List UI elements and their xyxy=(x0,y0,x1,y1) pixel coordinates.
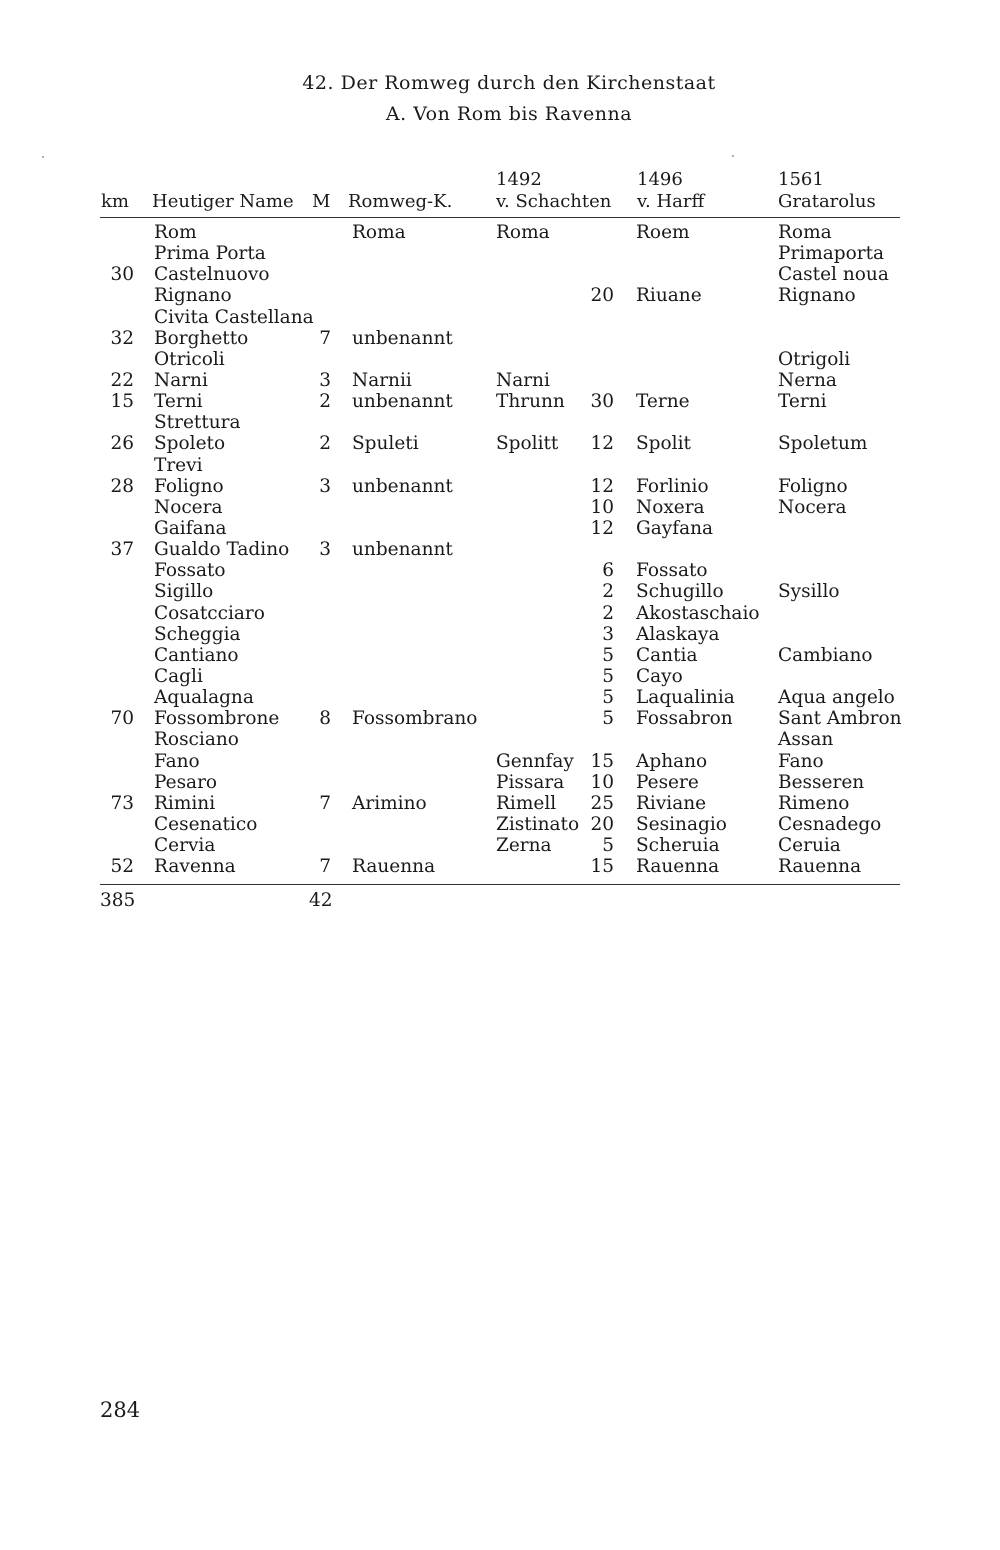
row-place-name: Otricoli xyxy=(154,348,225,370)
row-place-name: Rimini xyxy=(154,792,216,814)
itinerary-table xyxy=(0,222,1000,877)
row-place-name: Rosciano xyxy=(154,729,239,751)
row-harff-number: 2 xyxy=(602,602,614,624)
row-place-name: Ravenna xyxy=(154,856,236,878)
row-harff-number: 30 xyxy=(590,391,614,413)
row-harff: Terne xyxy=(636,391,690,413)
row-place-name: Castelnuovo xyxy=(154,264,270,286)
row-harff-number: 12 xyxy=(590,517,614,539)
row-harff-number: 10 xyxy=(590,496,614,518)
row-km: 28 xyxy=(110,475,134,497)
row-place-name: Gualdo Tadino xyxy=(154,539,290,561)
row-place-name: Prima Porta xyxy=(154,243,266,265)
col-header-gratarolus-year: 1561 xyxy=(778,169,824,190)
row-harff: Aphano xyxy=(636,750,708,772)
row-place-name: Spoleto xyxy=(154,433,226,455)
row-km: 70 xyxy=(110,708,134,730)
row-harff-number: 5 xyxy=(602,835,614,857)
col-header-gratarolus: Gratarolus xyxy=(778,191,876,212)
row-km: 52 xyxy=(110,856,134,878)
table-row xyxy=(0,687,1000,708)
row-schachten: Pissara xyxy=(496,771,565,793)
table-row xyxy=(0,581,1000,602)
row-romweg: Rauenna xyxy=(352,856,436,878)
row-gratarolus: Rignano xyxy=(778,285,856,307)
row-harff: Forlinio xyxy=(636,475,709,497)
row-harff: Akostaschaio xyxy=(636,602,760,624)
row-place-name: Scheggia xyxy=(154,623,241,645)
table-row xyxy=(0,476,1000,497)
table-row xyxy=(0,222,1000,243)
row-gratarolus: Castel noua xyxy=(778,264,889,286)
col-header-km: km xyxy=(101,191,129,212)
row-place-name: Terni xyxy=(154,391,203,413)
row-m: 3 xyxy=(319,475,331,497)
row-place-name: Gaifana xyxy=(154,517,227,539)
paper-speck xyxy=(732,155,734,157)
row-gratarolus: Fano xyxy=(778,750,824,772)
row-harff: Spolit xyxy=(636,433,691,455)
row-schachten: Spolitt xyxy=(496,433,559,455)
row-place-name: Civita Castellana xyxy=(154,306,314,328)
table-row xyxy=(0,603,1000,624)
row-schachten: Roma xyxy=(496,222,550,243)
row-romweg: unbenannt xyxy=(352,475,453,497)
total-m: 42 xyxy=(309,890,333,911)
row-place-name: Borghetto xyxy=(154,327,249,349)
row-harff-number: 5 xyxy=(602,665,614,687)
table-row xyxy=(0,433,1000,454)
table-row xyxy=(0,814,1000,835)
row-romweg: unbenannt xyxy=(352,539,453,561)
col-header-romweg: Romweg-K. xyxy=(348,191,453,212)
total-rule xyxy=(100,884,900,885)
row-harff: Cantia xyxy=(636,644,698,666)
row-place-name: Sigillo xyxy=(154,581,214,603)
row-gratarolus: Rauenna xyxy=(778,856,862,878)
row-gratarolus: Sant Ambron xyxy=(778,708,902,730)
row-harff-number: 25 xyxy=(590,792,614,814)
row-romweg: unbenannt xyxy=(352,391,453,413)
row-place-name: Fossombrone xyxy=(154,708,280,730)
row-harff: Noxera xyxy=(636,496,705,518)
row-harff-number: 15 xyxy=(590,750,614,772)
table-row xyxy=(0,370,1000,391)
row-gratarolus: Foligno xyxy=(778,475,848,497)
col-header-schachten: v. Schachten xyxy=(496,191,612,212)
row-schachten: Rimell xyxy=(496,792,557,814)
row-schachten: Narni xyxy=(496,369,550,391)
row-place-name: Aqualagna xyxy=(154,687,254,709)
row-km: 15 xyxy=(110,391,134,413)
row-harff: Pesere xyxy=(636,771,699,793)
row-schachten: Thrunn xyxy=(496,391,565,413)
row-romweg: Fossombrano xyxy=(352,708,478,730)
row-place-name: Rom xyxy=(154,222,197,243)
row-place-name: Trevi xyxy=(154,454,203,476)
table-row xyxy=(0,772,1000,793)
row-harff-number: 5 xyxy=(602,708,614,730)
row-harff: Riviane xyxy=(636,792,707,814)
row-gratarolus: Sysillo xyxy=(778,581,840,603)
table-row xyxy=(0,856,1000,877)
row-m: 7 xyxy=(319,792,331,814)
table-row xyxy=(0,455,1000,476)
row-gratarolus: Otrigoli xyxy=(778,348,851,370)
row-place-name: Rignano xyxy=(154,285,232,307)
row-m: 2 xyxy=(319,391,331,413)
row-m: 3 xyxy=(319,369,331,391)
table-row xyxy=(0,793,1000,814)
row-harff-number: 5 xyxy=(602,644,614,666)
table-row xyxy=(0,497,1000,518)
row-harff-number: 20 xyxy=(590,813,614,835)
header-rule xyxy=(100,217,900,218)
row-place-name: Fossato xyxy=(154,560,226,582)
row-gratarolus: Cesnadego xyxy=(778,813,882,835)
row-harff-number: 3 xyxy=(602,623,614,645)
row-harff: Fossato xyxy=(636,560,708,582)
table-row xyxy=(0,645,1000,666)
row-harff: Schugillo xyxy=(636,581,724,603)
row-km: 22 xyxy=(110,369,134,391)
row-romweg: Spuleti xyxy=(352,433,419,455)
section-subtitle: A. Von Rom bis Ravenna xyxy=(385,103,633,125)
row-harff: Alaskaya xyxy=(636,623,720,645)
row-place-name: Nocera xyxy=(154,496,223,518)
table-row xyxy=(0,751,1000,772)
row-harff-number: 5 xyxy=(602,687,614,709)
row-place-name: Cagli xyxy=(154,665,203,687)
row-harff: Scheruia xyxy=(636,835,720,857)
row-harff-number: 12 xyxy=(590,433,614,455)
table-row xyxy=(0,264,1000,285)
row-harff: Rauenna xyxy=(636,856,720,878)
row-harff-number: 12 xyxy=(590,475,614,497)
row-harff-number: 2 xyxy=(602,581,614,603)
row-gratarolus: Assan xyxy=(778,729,834,751)
table-row xyxy=(0,328,1000,349)
row-place-name: Cosatcciaro xyxy=(154,602,265,624)
table-row xyxy=(0,349,1000,370)
row-gratarolus: Aqua angelo xyxy=(778,687,895,709)
row-schachten: Zistinato xyxy=(496,813,580,835)
row-place-name: Cantiano xyxy=(154,644,239,666)
row-schachten: Zerna xyxy=(496,835,552,857)
table-row xyxy=(0,560,1000,581)
row-harff: Roem xyxy=(636,222,690,243)
row-harff: Sesinagio xyxy=(636,813,727,835)
row-gratarolus: Nerna xyxy=(778,369,837,391)
table-row xyxy=(0,412,1000,433)
total-km: 385 xyxy=(100,890,136,911)
row-place-name: Strettura xyxy=(154,412,241,434)
row-place-name: Pesaro xyxy=(154,771,218,793)
row-km: 37 xyxy=(110,539,134,561)
row-place-name: Fano xyxy=(154,750,200,772)
row-harff: Fossabron xyxy=(636,708,733,730)
row-gratarolus: Roma xyxy=(778,222,832,243)
row-gratarolus: Besseren xyxy=(778,771,865,793)
table-row xyxy=(0,391,1000,412)
page-number: 284 xyxy=(100,1398,141,1422)
paper-speck xyxy=(42,156,44,158)
table-row xyxy=(0,624,1000,645)
row-m: 7 xyxy=(319,856,331,878)
row-gratarolus: Cambiano xyxy=(778,644,873,666)
col-header-harff: v. Harff xyxy=(637,191,705,212)
row-m: 3 xyxy=(319,539,331,561)
row-gratarolus: Ceruia xyxy=(778,835,841,857)
row-harff-number: 10 xyxy=(590,771,614,793)
col-header-schachten-year: 1492 xyxy=(496,169,542,190)
col-header-m: M xyxy=(312,191,331,212)
table-row xyxy=(0,285,1000,306)
row-m: 2 xyxy=(319,433,331,455)
row-romweg: Roma xyxy=(352,222,406,243)
row-m: 7 xyxy=(319,327,331,349)
row-harff: Cayo xyxy=(636,665,683,687)
row-place-name: Cesenatico xyxy=(154,813,258,835)
table-row xyxy=(0,518,1000,539)
row-harff-number: 20 xyxy=(590,285,614,307)
table-row xyxy=(0,729,1000,750)
row-romweg: unbenannt xyxy=(352,327,453,349)
table-row xyxy=(0,307,1000,328)
col-header-name: Heutiger Name xyxy=(152,191,294,212)
row-m: 8 xyxy=(319,708,331,730)
row-harff: Laqualinia xyxy=(636,687,735,709)
row-romweg: Arimino xyxy=(352,792,427,814)
row-schachten: Gennfay xyxy=(496,750,574,772)
row-romweg: Narnii xyxy=(352,369,412,391)
row-km: 26 xyxy=(110,433,134,455)
row-harff-number: 15 xyxy=(590,856,614,878)
row-gratarolus: Nocera xyxy=(778,496,847,518)
row-harff: Riuane xyxy=(636,285,702,307)
row-gratarolus: Spoletum xyxy=(778,433,868,455)
row-gratarolus: Primaporta xyxy=(778,243,885,265)
row-harff: Gayfana xyxy=(636,517,714,539)
row-harff-number: 6 xyxy=(602,560,614,582)
row-place-name: Cervia xyxy=(154,835,216,857)
table-row xyxy=(0,243,1000,264)
row-place-name: Narni xyxy=(154,369,208,391)
chapter-title: 42. Der Romweg durch den Kirchenstaat xyxy=(302,72,716,94)
row-gratarolus: Terni xyxy=(778,391,827,413)
col-header-harff-year: 1496 xyxy=(637,169,683,190)
table-row xyxy=(0,539,1000,560)
table-row xyxy=(0,708,1000,729)
table-row xyxy=(0,835,1000,856)
row-km: 32 xyxy=(110,327,134,349)
row-gratarolus: Rimeno xyxy=(778,792,850,814)
table-row xyxy=(0,666,1000,687)
row-km: 30 xyxy=(110,264,134,286)
row-place-name: Foligno xyxy=(154,475,224,497)
row-km: 73 xyxy=(110,792,134,814)
